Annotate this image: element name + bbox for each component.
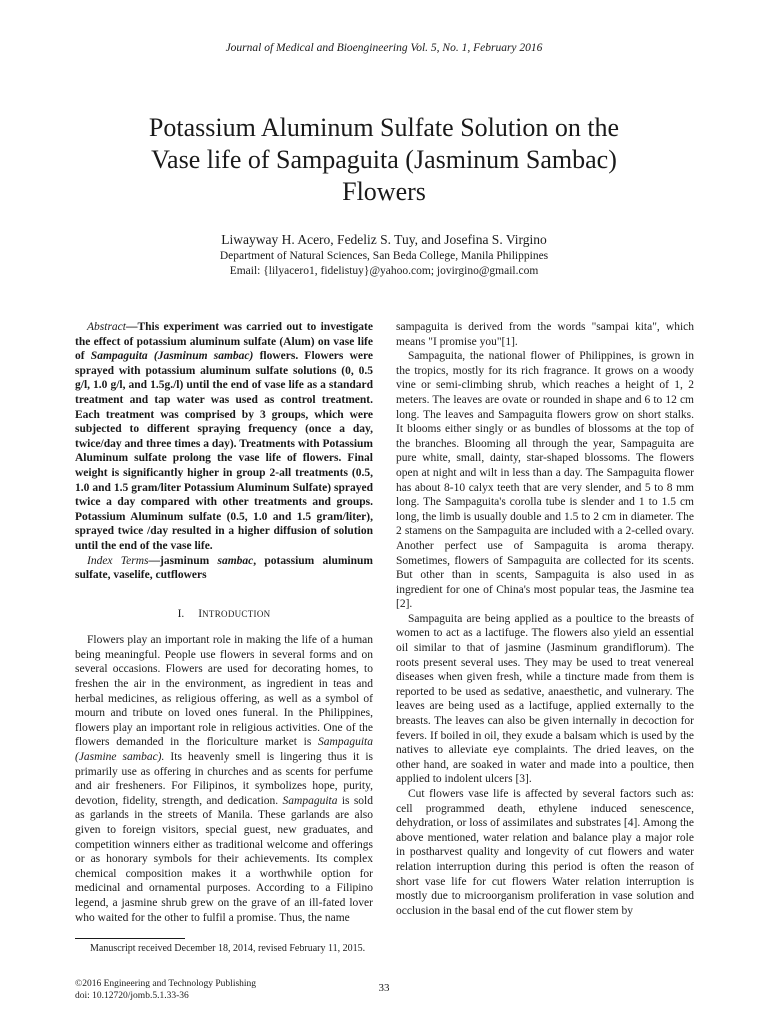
abstract-dash: —	[125, 321, 138, 333]
paper-title	[60, 112, 708, 208]
section-number: I.	[177, 607, 185, 620]
section-title-rest: NTRODUCTION	[202, 608, 271, 619]
title-line-1: Potassium Aluminum Sulfate Solution on the	[148, 113, 620, 142]
intro-paragraph	[75, 633, 373, 925]
intro-text-2: Its heavenly smell is lingering thus it is primarily use as offering in churches and as scents for perfume and air fresheners. For Filipinos, it symbolizes hope, purity, devotion, fidelity, strength, and dedication.	[75, 751, 373, 807]
affiliation: Department of Natural Sciences, San Beda College, Manila Philippines	[219, 250, 549, 262]
section-title-initial: I	[198, 607, 203, 620]
intro-text-3: is sold as garlands in the streets of Manila. These garlands are also given to foreign visitors, special guest, new graduates, and competition winners either as traditional welcome and offerings or as honorary symbols for their achievements. Its complex chemical composition makes it a worthwhile option for medicinal and ornamental purposes. According to a Filipino legend, a jasmine shrub grew on the grave of an ill-fated lover who waited for the other to fulfil a promise. Thus, the name	[75, 794, 374, 924]
body-paragraph-3: Cut flowers vase life is affected by several factors such as: cell programmed death, ethylene induced senescence, dehydration, or loss of assimilates and substrates [4]. Among the above mentioned, water relation and balance play a major role in postharvest quality and longevity of cut flowers and water relation interruption during this period is often the reason of short vase life for cut flowers Water relation interruption is mostly due to microorganism proliferation in vase solution and occlusion in the basal end of the cut flower stem by	[396, 788, 694, 917]
title-line-3: Flowers	[342, 177, 426, 206]
left-column	[75, 320, 373, 925]
intro-italic-1: Sampaguita (Jasmine sambac).	[75, 736, 373, 764]
footnote-divider	[75, 938, 185, 939]
manuscript-footnote: Manuscript received December 18, 2014, revised February 11, 2015.	[90, 943, 366, 954]
index-terms-text-1: jasminum	[160, 554, 218, 567]
abstract-species: Sampaguita (Jasminum sambac)	[90, 350, 254, 363]
journal-header: Journal of Medical and Bioengineering Vol. 5, No. 1, February 2016	[225, 42, 543, 54]
page-number: 33	[378, 982, 390, 994]
abstract-text-2: flowers. Flowers were sprayed with potassium aluminum sulfate solutions (0, 0.5 g/l, 1.0 g/l, and 1.5g./l) until the end of vase life as a standard treatment and tap water was used as control treatment. Each treatment was comprised by 3 groups, which were subjected to different spraying frequency (once a day, twice/day and three times a day). Treatments with Potassium Aluminum sulfate prolong the vase life of flowers. Final weight is significantly higher in group 2-all treatments (0.5, 1.0 and 1.5 gram/liter Potassium Aluminum Sulfate) sprayed twice a day compared with other treatments and groups. Potassium Aluminum sulfate (0.5, 1.0 and 1.5 gram/liter), sprayed twice /day resulted in a higher diffusion of solution until the end of the vase life.	[75, 350, 373, 552]
body-paragraph-1: Sampaguita, the national flower of Philippines, is grown in the tropics, mostly for its rich fragrance. It grows on a woody vine or semi-climbing shrub, which reaches a height of 1, 2 meters. The leaves are ovate or rounded in shape and 6 to 12 cm long. The leaves and Sampaguita flowers grow on short stalks. It blooms either singly or as bundles of blossoms at the top of the branches. Blooming all through the year, Sampaguita are pure white, small, dainty, star-shaped blossoms. The flowers open at night and wilt in less than a day. The Sampaguita flower has about 8-10 calyx teeth that are very slender, and 5 to 8 mm long. The Sampaguita's corolla tube is slender and 1 to 1.5 cm long, the limb is usually double and 1.5 to 2 cm in diameter. The 2 stamens on the Sampaguita are included with a 2-celled ovary. Another perfect use of Sampaguita is aroma therapy. Sometimes, flowers of Sampaguita are collected for its scents. But other than in scents, Sampaguita is also used in as ingredient for one of China's most popular teas, the Jasmine tea [2].	[396, 350, 694, 611]
index-terms-label: Index Terms	[87, 554, 149, 567]
section-heading-introduction	[75, 607, 373, 622]
index-terms-text-2: , potassium aluminum sulfate, vaselife, cutflowers	[75, 554, 373, 582]
right-column	[396, 320, 694, 918]
index-terms-italic: sambac	[217, 554, 254, 567]
abstract-text-1: This experiment was carried out to investigate the effect of potassium aluminum sulfate (Alum) on vase life of	[75, 321, 373, 363]
footer-info	[75, 978, 335, 1002]
title-line-2: Vase life of Sampaguita (Jasminum Sambac)	[151, 145, 617, 174]
copyright-line: ©2016 Engineering and Technology Publishing	[75, 979, 257, 989]
author-email: Email: {lilyacero1, fidelistuy}@yahoo.com; jovirgino@gmail.com	[229, 265, 539, 277]
abstract-label: Abstract	[87, 321, 126, 333]
intro-italic-2: Sampaguita	[282, 794, 338, 807]
body-paragraph-2: Sampaguita are being applied as a poultice to the breasts of women to act as a lactifuge. The flowers also yield an essential oil similar to that of jasmine (Jasminum grandiflorum). The roots present several uses. They may be used to treat venereal diseases when given fresh, while a tincture made from them is reported to be used as sedative, anaesthetic, and vulnerary. The leaves are being used as a lactifuge, applied externally to the breasts. The leaves can also be given internally in decoction for fevers. If boiled in oil, they exude a balsam which is used by the natives to alleviate eye complaints. The dried leaves, on the other hand, are soaked in water and made into a poultice, then applied to indolent ulcers [3].	[396, 612, 694, 786]
index-terms	[75, 554, 373, 583]
index-terms-dash: —	[148, 554, 160, 567]
body-paragraph-0: sampaguita is derived from the words "sampai kita", which means "I promise you"[1].	[396, 321, 694, 348]
author-list: Liwayway H. Acero, Fedeliz S. Tuy, and Josefina S. Virgino	[221, 232, 547, 247]
intro-text-1: Flowers play an important role in making the life of a human being meaningful. People use flowers in several forms and on several occasions. Flowers are used for decorating homes, to freshen the air in the environment, as ingredient in teas and herbal medicines, as religious offering, as well as a symbol of mourn and tribute on loved ones funeral. In the Philippines, flowers play an important role in religious activities. One of the flowers demanded in the floriculture market is	[75, 634, 373, 749]
abstract	[75, 320, 373, 554]
doi-line: doi: 10.12720/jomb.5.1.33-36	[75, 991, 189, 1001]
